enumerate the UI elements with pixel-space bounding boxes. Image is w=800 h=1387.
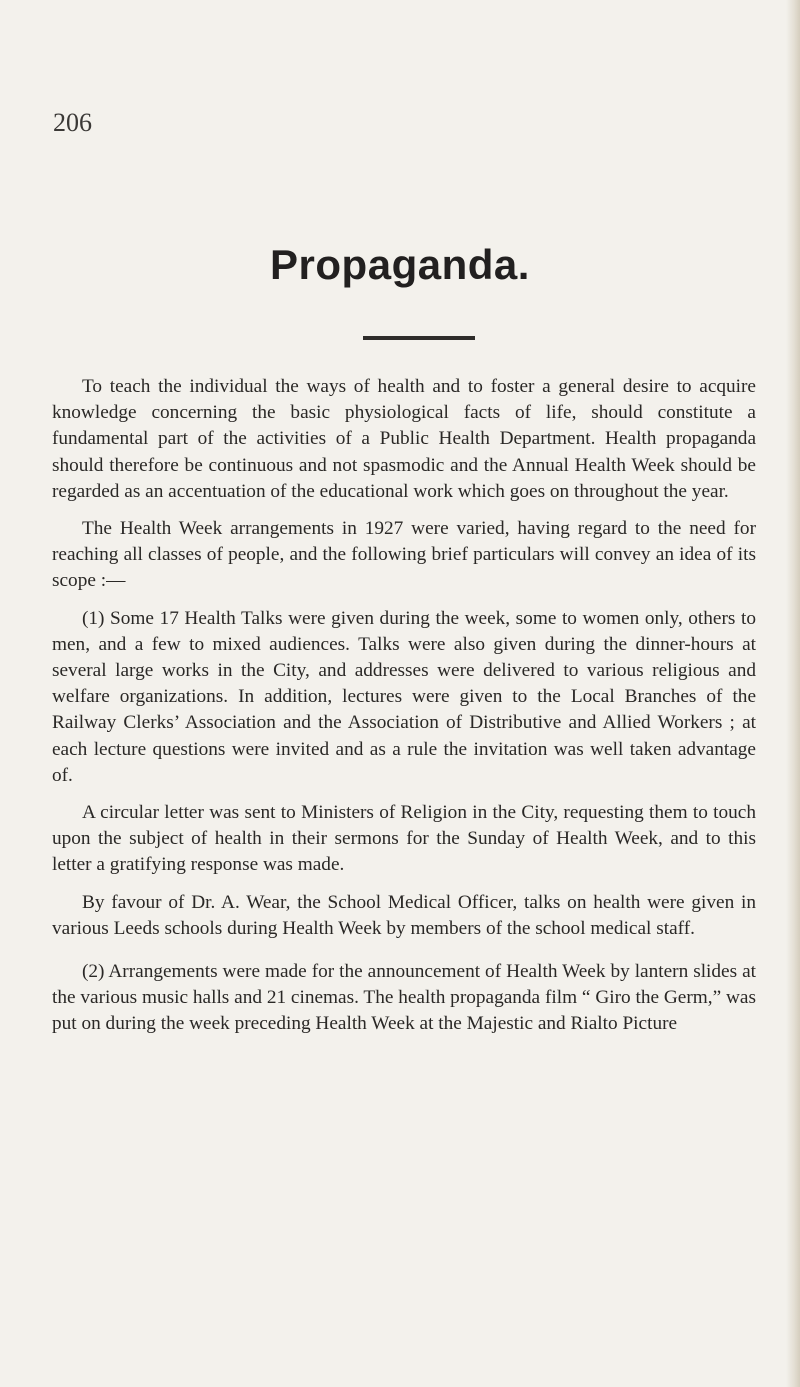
page-edge-shadow bbox=[786, 0, 800, 1387]
paragraph-intro: To teach the individual the ways of health and to foster a general desire to acquire knowledge concerning the basic physiological facts of life, should constitute a fundamental part of the activities of a Public Health Department. Health propaganda should therefore be continuous and not spasmodic and the Annual Health Week should be regarded as an accentuation of the educational work which goes on throughout the year. bbox=[52, 376, 756, 502]
paragraph-health-talks: (1) Some 17 Health Talks were given during the week, some to women only, others to men, and a few to mixed audiences. Talks were also given during the dinner-hours at several large works in the City, and addresses were delivered to various religious and welfare organizations. In addition, lectures were given to the Local Branches of the Railway Clerks’ Association and the Association of Distributive and Allied Workers ; at each lecture questions were invited and as a rule the invitation was well taken advantage of. bbox=[52, 607, 756, 786]
paragraph-school-talks: By favour of Dr. A. Wear, the School Medical Officer, talks on health were given in various Leeds schools during Health Week by members of the school medical staff. bbox=[52, 891, 756, 939]
paragraph-lantern-slides: (2) Arrangements were made for the announcement of Health Week by lantern slides at the various music halls and 21 cinemas. The health propaganda film “ Giro the Germ,” was put on during the week preceding Health Week at the Majestic and Rialto Picture bbox=[52, 961, 756, 1035]
page-title: Propaganda. bbox=[270, 241, 530, 288]
page-number: 206 bbox=[53, 108, 92, 137]
body-text bbox=[52, 374, 756, 1050]
paragraph-circular-letter: A circular letter was sent to Ministers of Religion in the City, requesting them to touch upon the subject of health in their sermons for the Sunday of Health Week, and to this letter a gratifying response was made. bbox=[52, 802, 756, 876]
title-divider bbox=[363, 336, 475, 340]
paragraph-arrangements: The Health Week arrangements in 1927 were varied, having regard to the need for reaching all classes of people, and the following brief particulars will convey an idea of its scope :— bbox=[52, 518, 756, 592]
